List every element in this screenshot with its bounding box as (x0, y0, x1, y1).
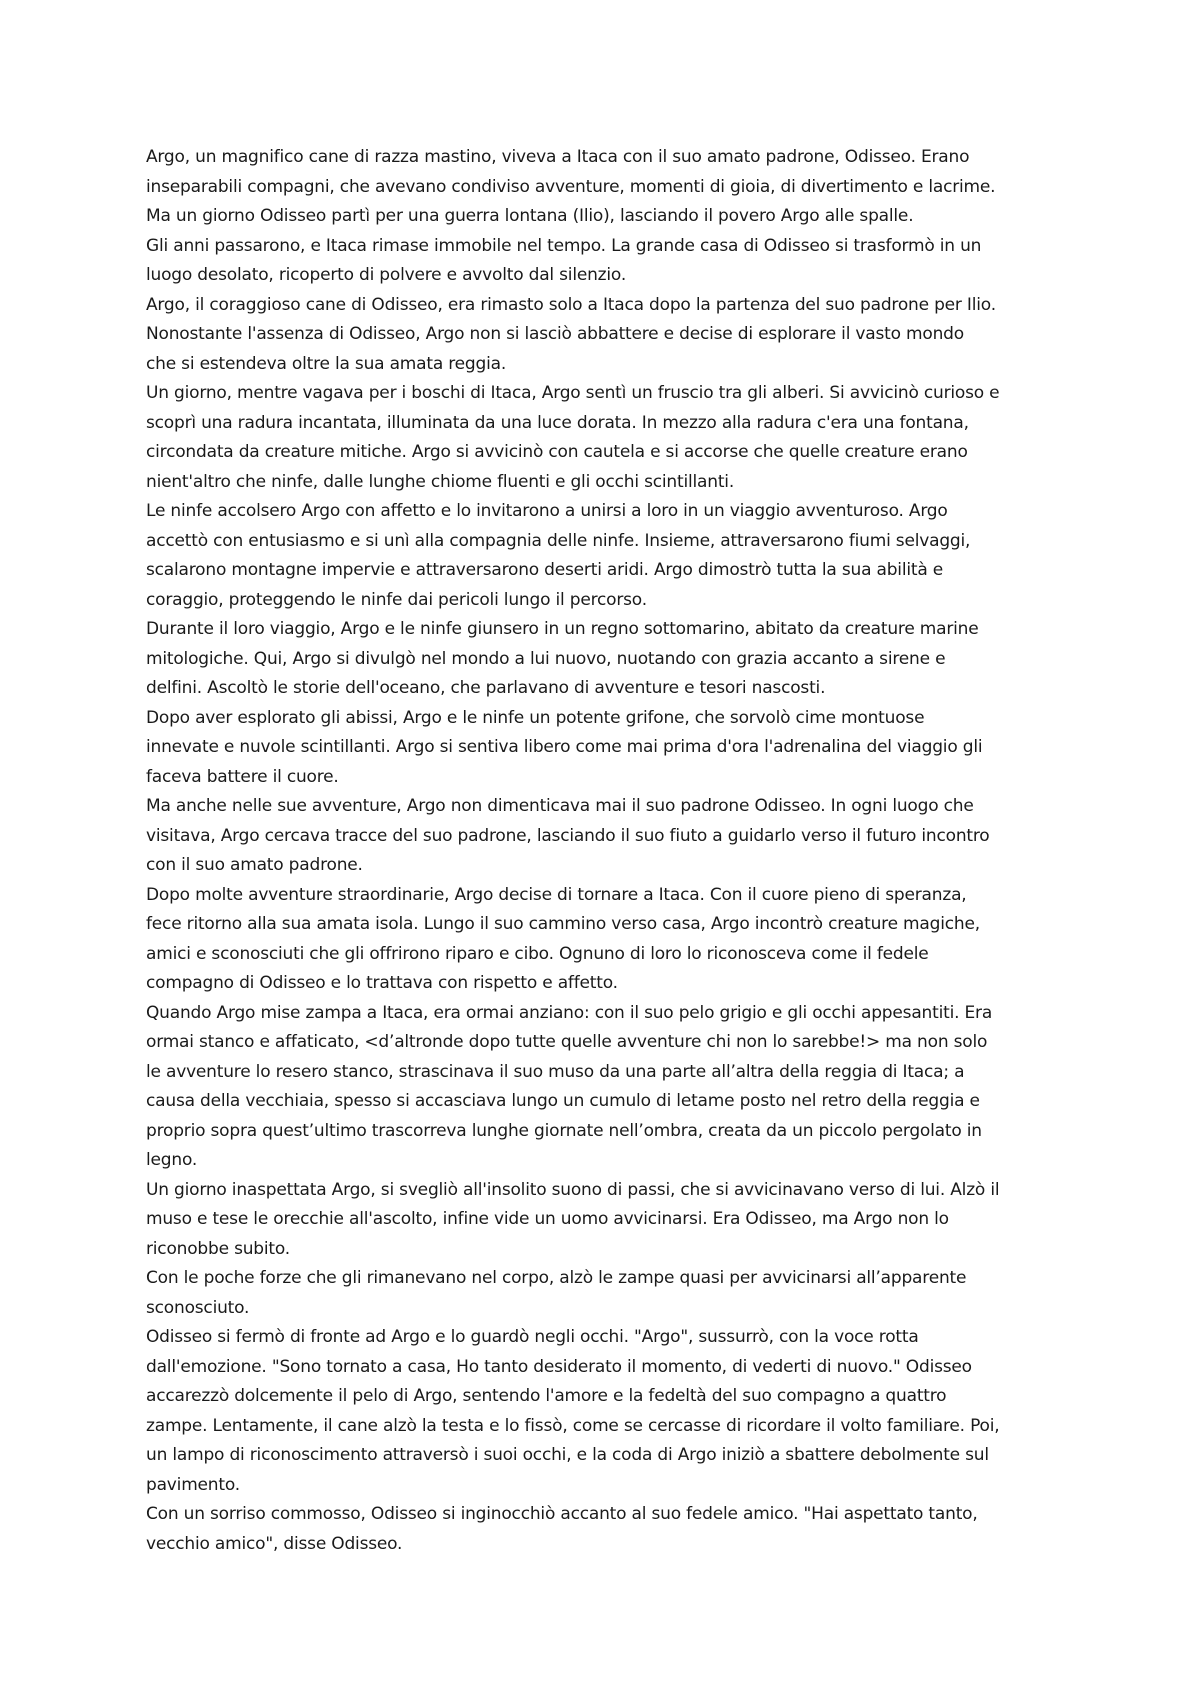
text-line: Con le poche forze che gli rimanevano nel corpo, alzò le zampe quasi per avvicinarsi all’apparente (146, 1268, 967, 1288)
text-line: un lampo di riconoscimento attraversò i suoi occhi, e la coda di Argo iniziò a sbattere debolmente sul (146, 1445, 989, 1465)
text-line: luogo desolato, ricoperto di polvere e avvolto dal silenzio. (146, 265, 627, 285)
text-line: con il suo amato padrone. (146, 855, 363, 875)
text-line: Ma anche nelle sue avventure, Argo non dimenticava mai il suo padrone Odisseo. In ogni luogo che (146, 796, 974, 816)
text-line: Dopo aver esplorato gli abissi, Argo e le ninfe un potente grifone, che sorvolò cime montuose (146, 707, 925, 728)
text-line: Con un sorriso commosso, Odisseo si inginocchiò accanto al suo fedele amico. "Hai aspettato tanto, (146, 1504, 978, 1524)
story-text (146, 143, 1076, 1559)
text-line: compagno di Odisseo e lo trattava con rispetto e affetto. (146, 973, 618, 993)
text-line: vecchio amico", disse Odisseo. (146, 1533, 403, 1554)
text-line: zampe. Lentamente, il cane alzò la testa e lo fissò, come se cercasse di ricordare il volto familiare. Poi, (146, 1415, 1000, 1436)
text-line: accarezzò dolcemente il pelo di Argo, sentendo l'amore e la fedeltà del suo compagno a quattro (146, 1386, 947, 1406)
text-line: riconobbe subito. (146, 1238, 290, 1259)
text-line: nient'altro che ninfe, dalle lunghe chiome fluenti e gli occhi scintillanti. (146, 471, 735, 492)
text-line: scoprì una radura incantata, illuminata da una luce dorata. In mezzo alla radura c'era una fontana, (146, 412, 969, 433)
text-line: scalarono montagne impervie e attraversarono deserti aridi. Argo dimostrò tutta la sua abilità e (146, 560, 944, 580)
text-line: Quando Argo mise zampa a Itaca, era ormai anziano: con il suo pelo grigio e gli occhi appesantiti. Era (146, 1002, 993, 1023)
text-line: muso e tese le orecchie all'ascolto, infine vide un uomo avvicinarsi. Era Odisseo, ma Argo non lo (146, 1209, 949, 1229)
text-line: che si estendeva oltre la sua amata reggia. (146, 353, 507, 374)
text-line: mitologiche. Qui, Argo si divulgò nel mondo a lui nuovo, nuotando con grazia accanto a sirene e (146, 648, 946, 669)
text-line: inseparabili compagni, che avevano condiviso avventure, momenti di gioia, di divertimento e lacrime. (146, 176, 996, 197)
text-line: Argo, il coraggioso cane di Odisseo, era rimasto solo a Itaca dopo la partenza del suo padrone per Ilio. (146, 294, 996, 315)
text-line: proprio sopra quest’ultimo trascorreva lunghe giornate nell’ombra, creata da un piccolo pergolato in (146, 1120, 982, 1141)
text-line: legno. (146, 1150, 198, 1170)
text-line: accettò con entusiasmo e si unì alla compagnia delle ninfe. Insieme, attraversarono fiumi selvaggi, (146, 530, 971, 551)
text-line: Odisseo si fermò di fronte ad Argo e lo guardò negli occhi. "Argo", sussurrò, con la voce rotta (146, 1327, 919, 1347)
text-line: delfini. Ascoltò le storie dell'oceano, che parlavano di avventure e tesori nascosti. (146, 678, 826, 698)
text-line: Durante il loro viaggio, Argo e le ninfe giunsero in un regno sottomarino, abitato da creature marine (146, 619, 979, 639)
text-line: coraggio, proteggendo le ninfe dai pericoli lungo il percorso. (146, 589, 647, 610)
text-line: Nonostante l'assenza di Odisseo, Argo non si lasciò abbattere e decise di esplorare il vasto mondo (146, 324, 964, 344)
text-line: le avventure lo resero stanco, strascinava il suo muso da una parte all’altra della reggia di Itaca; a (146, 1061, 965, 1082)
text-line: causa della vecchiaia, spesso si accasciava lungo un cumulo di letame posto nel retro della reggia e (146, 1091, 980, 1111)
text-line: Le ninfe accolsero Argo con affetto e lo invitarono a unirsi a loro in un viaggio avventuroso. Argo (146, 501, 948, 521)
text-line: Ma un giorno Odisseo partì per una guerra lontana (Ilio), lasciando il povero Argo alle spalle. (146, 206, 914, 226)
text-line: dall'emozione. "Sono tornato a casa, Ho tanto desiderato il momento, di vederti di nuovo." Odisseo (146, 1356, 972, 1377)
text-line: sconosciuto. (146, 1297, 250, 1318)
text-line: faceva battere il cuore. (146, 766, 339, 787)
text-line: amici e sconosciuti che gli offrirono riparo e cibo. Ognuno di loro lo riconosceva come il fedele (146, 943, 929, 964)
text-line: ormai stanco e affaticato, <d’altronde dopo tutte quelle avventure chi non lo sarebbe!> ma non solo (146, 1032, 988, 1052)
text-line: Argo, un magnifico cane di razza mastino, viveva a Itaca con il suo amato padrone, Odisseo. Erano (146, 147, 970, 167)
text-line: Un giorno inaspettata Argo, si svegliò all'insolito suono di passi, che si avvicinavano verso di lui. Alzò il (146, 1179, 1000, 1200)
text-line: innevate e nuvole scintillanti. Argo si sentiva libero come mai prima d'ora l'adrenalina del viaggio gli (146, 737, 983, 757)
text-line: pavimento. (146, 1474, 240, 1495)
text-line: visitava, Argo cercava tracce del suo padrone, lasciando il suo fiuto a guidarlo verso il futuro incontro (146, 825, 990, 846)
text-line: Dopo molte avventure straordinarie, Argo decise di tornare a Itaca. Con il cuore pieno di speranza, (146, 884, 967, 905)
text-line: Un giorno, mentre vagava per i boschi di Itaca, Argo sentì un fruscio tra gli alberi. Si avvicinò curioso e (146, 383, 1000, 403)
text-line: Gli anni passarono, e Itaca rimase immobile nel tempo. La grande casa di Odisseo si trasformò in un (146, 235, 982, 256)
text-line: fece ritorno alla sua amata isola. Lungo il suo cammino verso casa, Argo incontrò creature magiche, (146, 914, 980, 934)
text-line: circondata da creature mitiche. Argo si avvicinò con cautela e si accorse che quelle creature erano (146, 442, 968, 462)
